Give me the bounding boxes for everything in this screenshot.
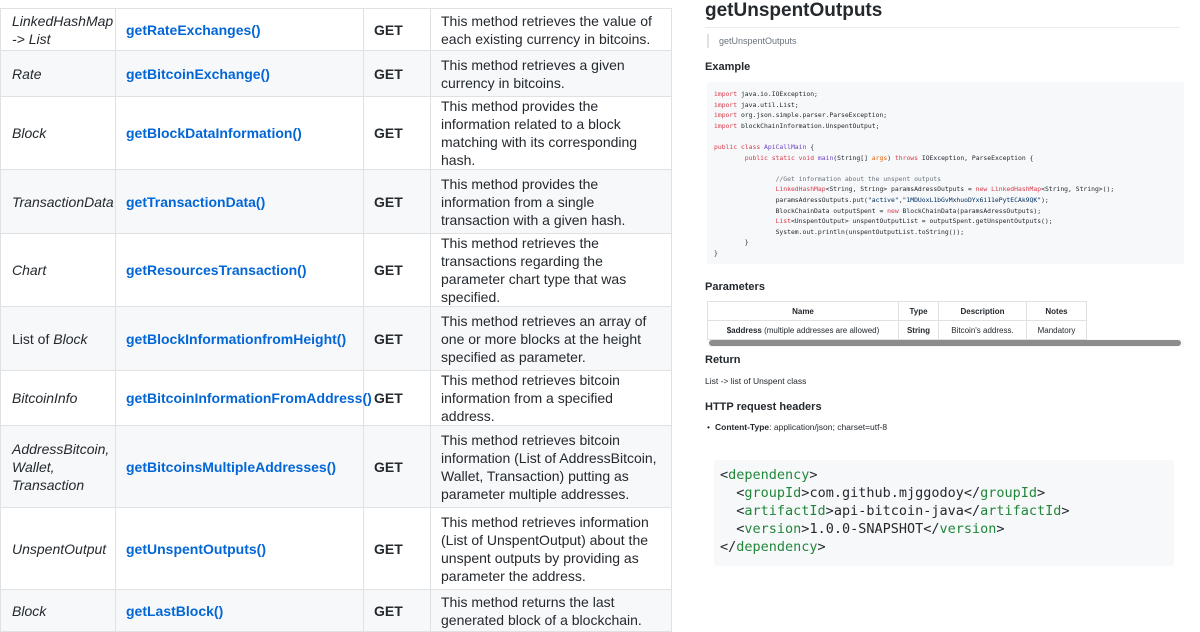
example-heading: Example <box>705 61 751 73</box>
code-text: <String, String>(); <box>1041 185 1115 194</box>
code-text: { <box>806 142 815 151</box>
code-keyword: import <box>714 111 738 120</box>
method-link[interactable]: getUnspentOutputs() <box>126 540 266 557</box>
param-name <box>708 321 899 340</box>
http-verb: GET <box>364 590 431 632</box>
method-link[interactable]: getRateExchanges() <box>126 21 261 38</box>
param-description: Bitcoin's address. <box>939 321 1027 340</box>
xml-tag: dependency <box>728 467 810 483</box>
code-keyword: new <box>975 185 988 194</box>
return-type: Block <box>53 330 88 347</box>
http-headers-heading: HTTP request headers <box>705 401 822 413</box>
http-verb: GET <box>364 51 431 97</box>
xml-tag: groupId <box>744 485 802 501</box>
return-type-cell <box>1 426 116 508</box>
code-keyword: import <box>714 121 738 130</box>
code-text: IOException, ParseException { <box>918 153 1034 162</box>
http-verb: GET <box>364 97 431 170</box>
method-name-cell <box>116 371 372 426</box>
method-name-cell <box>116 307 364 371</box>
param-header-name: Name <box>708 302 899 321</box>
header-value: : application/json; charset=utf-8 <box>769 422 888 432</box>
artifact-id-value: api-bitcoin-java <box>833 503 964 519</box>
code-text: ); <box>1041 195 1049 204</box>
xml-tag: version <box>744 521 802 537</box>
return-type-cell <box>1 234 116 307</box>
method-title: getUnspentOutputs <box>705 0 1180 28</box>
code-keyword: throws <box>894 153 918 162</box>
method-name-cell <box>116 426 364 508</box>
return-type-cell <box>1 371 116 426</box>
param-notes: Mandatory <box>1027 321 1087 340</box>
return-type-cell <box>1 9 116 51</box>
method-name-cell <box>116 170 364 234</box>
return-type-cell <box>1 170 116 234</box>
method-name-cell <box>116 234 364 307</box>
http-verb: GET <box>364 371 431 426</box>
method-quote: getUnspentOutputs <box>707 34 797 48</box>
method-link[interactable]: getBlockDataInformation() <box>126 125 302 141</box>
param-header-notes: Notes <box>1027 302 1087 321</box>
dependency-code: <dependency> <groupId>com.github.mjggodoy</groupId> <artifactId>api-bitcoin-java</artifactId> <version>1.0.0-SNAPSHOT</version> </dependency> <box>720 467 1070 555</box>
param-name-code: $address <box>726 325 762 335</box>
maven-dependency-block <box>714 460 1174 566</box>
code-arg: args <box>871 153 888 162</box>
return-type-prefix: List of <box>12 330 54 347</box>
return-type: BitcoinInfo <box>12 390 78 406</box>
code-text: (String[] <box>833 153 868 162</box>
code-text: BlockChainData outputSpent = <box>775 206 888 215</box>
method-description: This method retrieves an array of one or more blocks at the height specified as parameter. <box>431 307 672 371</box>
method-link[interactable]: getBlockInformationfromHeight() <box>126 330 347 347</box>
code-string: "active" <box>867 195 899 204</box>
param-row <box>708 321 1087 340</box>
code-text: paramsAdressOutputs.put( <box>775 195 868 204</box>
return-type: Block <box>12 602 47 619</box>
api-table-row <box>1 307 672 371</box>
method-description: This method retrieves the transactions regarding the parameter chart type that was specified. <box>431 234 672 307</box>
api-table-row <box>1 9 672 51</box>
xml-tag: dependency <box>736 539 818 555</box>
method-name-cell <box>116 51 364 97</box>
param-type: String <box>899 321 939 340</box>
code-text: BlockChainData(paramsAdressOutputs); <box>898 206 1042 215</box>
code-text: java.io.IOException; <box>737 90 818 98</box>
method-link[interactable]: getBitcoinExchange() <box>126 65 270 82</box>
return-type-cell <box>1 307 116 371</box>
method-name-cell <box>116 97 364 170</box>
code-text: } <box>744 238 749 247</box>
code-type: LinkedHashMap <box>775 185 826 194</box>
code-scrollbar-thumb[interactable] <box>709 340 1181 346</box>
method-description: This method retrieves information (List of UnspentOutput) about the unspent outputs by providing as parameter the address. <box>431 508 672 590</box>
code-type: List <box>775 217 791 226</box>
return-type-cell <box>1 590 116 632</box>
code-type: LinkedHashMap <box>991 185 1042 194</box>
api-table-row <box>1 97 672 170</box>
parameters-table <box>707 301 1087 340</box>
return-type-cell <box>1 51 116 97</box>
return-type: UnspentOutput <box>12 540 107 557</box>
http-verb: GET <box>364 508 431 590</box>
parameters-heading: Parameters <box>705 281 765 293</box>
code-keyword: import <box>714 90 738 98</box>
code-block <box>707 82 1184 259</box>
return-type: Block <box>12 125 47 141</box>
code-comment: //Get information about the unspent outputs <box>775 174 942 183</box>
code-keyword: new <box>887 206 899 215</box>
api-table-row <box>1 426 672 508</box>
method-description: This method retrieves the value of each existing currency in bitcoins. <box>431 9 672 51</box>
code-class-name: ApiCallMain <box>764 142 807 151</box>
code-method-name: main <box>817 153 834 162</box>
api-table-row <box>1 234 672 307</box>
return-type: AddressBitcoin, Wallet, Transaction <box>12 440 110 493</box>
api-table-row <box>1 590 672 632</box>
return-type: Chart <box>12 262 47 278</box>
api-table-row <box>1 51 672 97</box>
param-name-note: (multiple addresses are allowed) <box>761 325 880 335</box>
return-type: LinkedHashMap -> List <box>12 12 114 47</box>
code-text: java.util.List; <box>737 100 799 109</box>
code-keyword: public class <box>714 142 761 151</box>
return-type: TransactionData <box>12 193 114 210</box>
xml-tag: artifactId <box>744 503 826 519</box>
code-text: <UnspentOutput> unspentOutputList = outputSpent.getUnspentOutputs(); <box>790 217 1053 226</box>
method-description: This method retrieves bitcoin information from a specified address. <box>431 371 672 426</box>
param-header-description: Description <box>939 302 1027 321</box>
http-verb: GET <box>364 426 431 508</box>
code-text: } <box>714 248 718 257</box>
return-heading: Return <box>705 354 741 366</box>
method-link[interactable]: getBitcoinInformationFromAddress() <box>126 390 372 406</box>
http-verb: GET <box>364 234 431 307</box>
api-table-row <box>1 508 672 590</box>
api-table-row <box>1 371 672 426</box>
api-methods-table <box>0 8 672 632</box>
xml-tag: groupId <box>980 485 1038 501</box>
code-string: "1MDUoxL1bGvMxhuoDYx6i11ePytECAk9QK" <box>902 195 1042 204</box>
param-header-type: Type <box>899 302 939 321</box>
xml-tag: version <box>939 521 997 537</box>
method-description: This method retrieves a given currency in bitcoins. <box>431 51 672 97</box>
return-text: List -> list of Unspent class <box>705 376 807 386</box>
api-table-row <box>1 170 672 234</box>
code-keyword: import <box>714 100 738 109</box>
http-header-item <box>715 421 887 433</box>
code-text: org.json.simple.parser.ParseException; <box>737 111 888 120</box>
code-text: System.out.println(unspentOutputList.toString()); <box>775 227 965 236</box>
header-key: Content-Type <box>715 422 770 432</box>
method-link[interactable]: getBitcoinsMultipleAddresses() <box>126 458 337 475</box>
method-description: This method provides the information from a single transaction with a given hash. <box>431 170 672 234</box>
code-text: ) <box>887 153 892 162</box>
return-type-cell <box>1 508 116 590</box>
version-value: 1.0.0-SNAPSHOT <box>809 521 924 537</box>
method-link[interactable]: getLastBlock() <box>126 602 224 619</box>
http-verb: GET <box>364 9 431 51</box>
method-description: This method retrieves bitcoin information (List of AddressBitcoin, Wallet, Transaction) putting as parameter multiple addresses. <box>431 426 672 508</box>
method-description: This method returns the last generated block of a blockchain. <box>431 590 672 632</box>
code-scrollbar[interactable] <box>707 339 1184 347</box>
method-description: This method provides the information related to a block matching with its corresponding hash. <box>431 97 672 170</box>
method-link[interactable]: getResourcesTransaction() <box>126 262 307 278</box>
method-name-cell <box>116 9 364 51</box>
group-id-value: com.github.mjggodoy <box>809 485 964 501</box>
method-name-cell <box>116 590 364 632</box>
code-keyword: public static void <box>744 153 815 162</box>
http-verb: GET <box>364 307 431 371</box>
code-example <box>707 82 1184 264</box>
code-text: blockChainInformation.UnspentOutput; <box>737 121 880 130</box>
return-type: Rate <box>12 65 42 82</box>
code-text: , <box>898 195 903 204</box>
method-name-cell <box>116 508 364 590</box>
xml-tag: artifactId <box>980 503 1062 519</box>
http-verb: GET <box>364 170 431 234</box>
code-text: <String, String> paramsAdressOutputs = <box>825 185 976 194</box>
return-type-cell <box>1 97 116 170</box>
method-link[interactable]: getTransactionData() <box>126 193 266 210</box>
